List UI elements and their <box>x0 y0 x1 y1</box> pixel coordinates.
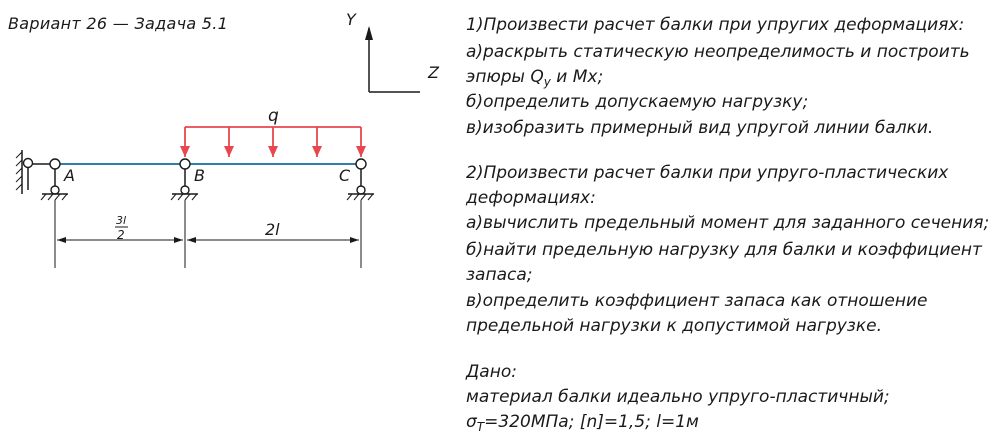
task2-item-b-line2: запаса; <box>466 265 533 285</box>
hinge-b-icon <box>180 159 190 169</box>
z-axis-label: Z <box>428 63 439 82</box>
dim-left-denominator: 2 <box>117 228 125 242</box>
dimensions <box>55 200 361 268</box>
task1-item-c: в)изобразить примерный вид упругой линии балки. <box>466 118 934 138</box>
hinge-c-icon <box>356 159 366 169</box>
task2-item-b-line1: б)найти предельную нагрузку для балки и коэффициент <box>466 240 982 260</box>
support-b <box>171 159 205 200</box>
point-c-label: C <box>339 166 351 185</box>
given-heading: Дано: <box>466 362 517 382</box>
task2-item-c-line1: в)определить коэффициент запаса как отношение <box>466 291 928 311</box>
given-line2: $\sigma_T=320МПа$; [n]=1,5; l=1м <box>466 412 699 434</box>
point-b-label: B <box>194 166 205 185</box>
task2-item-c-line2: предельной нагрузки к допустимой нагрузке. <box>466 316 882 336</box>
dim-left-numerator: 3l <box>116 214 127 227</box>
support-c <box>339 159 374 200</box>
y-axis-arrow-icon <box>365 26 373 40</box>
task1-heading: 1)Произвести расчет балки при упругих деформациях: <box>466 15 965 35</box>
task1-item-a-line1: а)раскрыть статическую неопределимость и построить <box>466 42 970 62</box>
dim-right-label: 2l <box>265 220 280 239</box>
variant-title: Вариант 26 — Задача 5.1 <box>8 14 229 33</box>
load-label: q <box>268 106 279 126</box>
y-axis-label: Y <box>346 10 356 29</box>
beam-diagram <box>0 0 460 300</box>
point-a-label: A <box>64 166 75 185</box>
task2-heading-line2: деформациях: <box>466 188 596 208</box>
support-a <box>16 150 75 200</box>
distributed-load <box>185 106 361 157</box>
task1-item-b: б)определить допускаемую нагрузку; <box>466 92 809 112</box>
axes <box>346 10 440 92</box>
hinge-a-icon <box>50 159 60 169</box>
given-line1: материал балки идеально упруго-пластичный; <box>466 387 890 407</box>
task2-heading-line1: 2)Произвести расчет балки при упруго-пластических <box>466 163 949 183</box>
task1-item-a-line2: эпюры $Q_y$ и Mx; <box>466 67 604 89</box>
task2-item-a: а)вычислить предельный момент для заданного сечения; <box>466 213 990 233</box>
